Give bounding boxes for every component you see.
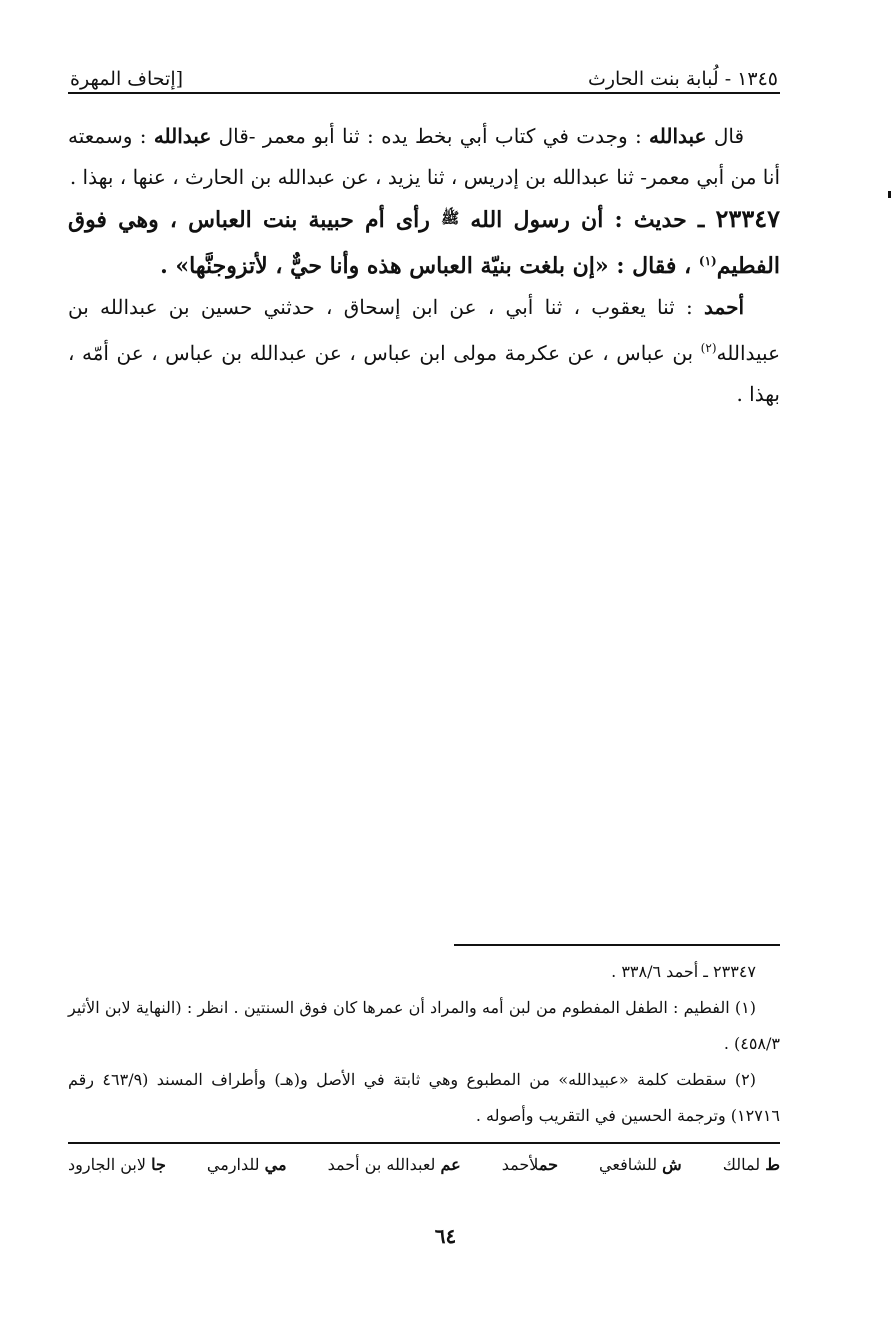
footnotes-section — [68, 944, 780, 1182]
header-divider — [68, 92, 780, 94]
salla-glyph: ﷺ — [441, 209, 460, 227]
hadith-keyword: حديث : — [614, 207, 687, 233]
page-number: ٦٤ — [434, 1224, 457, 1248]
header-chapter-title: ١٣٤٥ - لُبابة بنت الحارث — [587, 68, 778, 90]
footnote-reference: ٢٣٣٤٧ ـ أحمد ٣٣٨/٦ . — [611, 962, 756, 981]
footnote-2: (٢) سقطت كلمة «عبيدالله» من المطبوع وهي ثابتة في الأصل و(هـ) وأطراف المسند (٤٦٣/٩ رقم ١٢٧١٦) وترجمة الحسين في التقريب وأصوله . — [68, 1070, 780, 1125]
legend-item: حملأحمد — [501, 1155, 558, 1174]
hadith-number: ٢٣٣٤٧ — [715, 204, 780, 233]
legend-item: عم لعبدالله بن أحمد — [327, 1155, 461, 1174]
footnote-marker-2: (٢) — [700, 341, 717, 355]
main-text — [68, 116, 780, 415]
paragraph-chain-1: قال عبدالله : وجدت في كتاب أبي بخط يده : ثنا أبو معمر -قال عبدالله : وسمعته أنا من أبي معمر- ثنا عبدالله بن إدريس ، ثنا يزيد ، عن عبدالله بن الحارث ، عنها ، بهذا . — [68, 124, 780, 189]
running-header — [68, 56, 780, 90]
footnote-1: (١) الفطيم : الطفل المفطوم من لبن أمه والمراد أن عمرها كان فوق السنتين . انظر : (النهاية لابن الأثير ٤٥٨/٣) . — [68, 998, 780, 1053]
footnote-marker-1: (١) — [698, 254, 717, 268]
legend-item: مي للدارمي — [206, 1155, 287, 1174]
legend-item: ش للشافعي — [599, 1155, 682, 1174]
hadith-entry: ٢٣٣٤٧ ـ حديث : أن رسول الله ﷺ رأى أم حبيبة بنت العباس ، وهي فوق الفطيم$^{(١)}$ ، فقال : «إن بلغت بنيّة العباس هذه وأنا حيٌّ ، لأتزوجنَّها» . — [68, 204, 780, 279]
page-content — [68, 56, 780, 415]
legend-item: جا لابن الجارود — [68, 1155, 166, 1174]
legend-item: ط لمالك — [722, 1155, 780, 1174]
paragraph-chain-2: أحمد : ثنا يعقوب ، ثنا أبي ، عن ابن إسحاق ، حدثني حسين بن عبدالله بن عبيدالله$^{(٢)}$ بن عباس ، عن عكرمة مولى ابن عباس ، عن عبدالله بن عباس ، عن أمّه ، بهذا . — [68, 295, 780, 406]
header-book-title: [إتحاف المهرة — [70, 68, 184, 90]
abbreviation-legend — [68, 1144, 780, 1182]
footnote-divider — [454, 944, 780, 946]
